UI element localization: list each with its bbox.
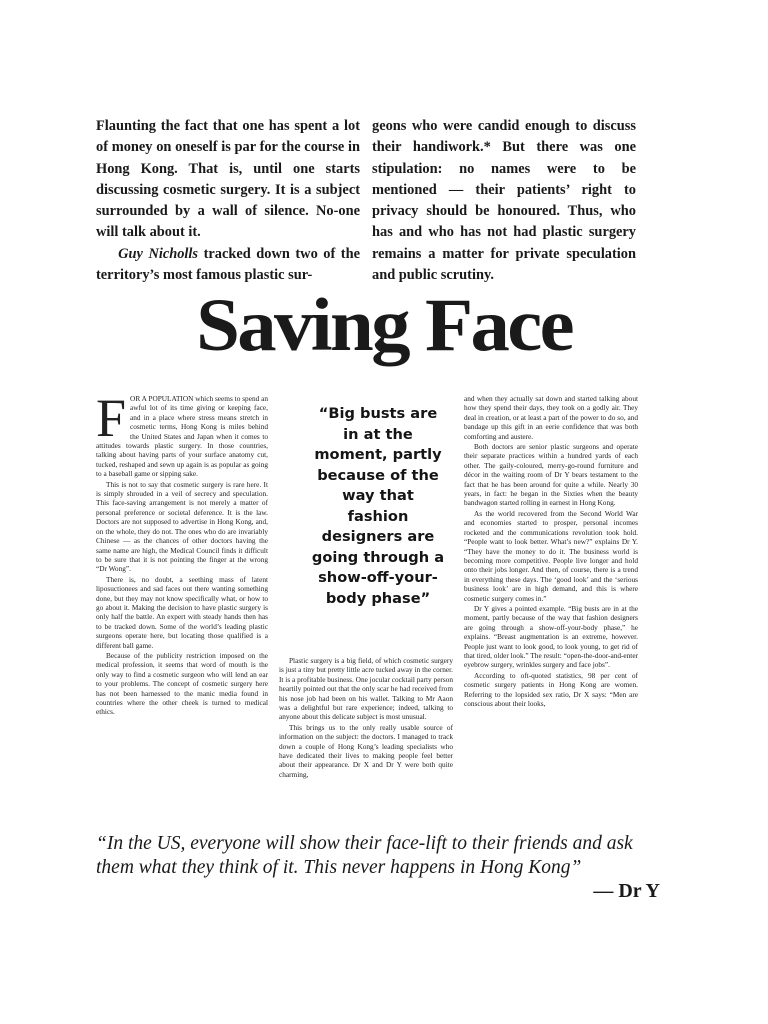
standfirst-intro: Flaunting the fact that one has spent a lot of money on oneself is par for the course in Hong Kong. That is, until one starts discussing cosmetic surgery. It is a subject surrounded by a wall of silence. No-one will talk about it. bbox=[96, 118, 360, 241]
byline-author: Guy Nicholls bbox=[118, 245, 199, 262]
body-paragraph: According to oft-quoted statistics, 98 per cent of cosmetic surgery patients in Hong Kong are women. Referring to the lopsided sex ratio, Dr X says: “Men are conscious about their looks, bbox=[464, 670, 638, 708]
body-paragraph: Dr Y gives a pointed example. “Big busts are in at the moment, partly because of the way that fashion designers are going through a show-off-your-body phase,” he explains. “Breast augmentation is an extreme, however. People just want to look good, to look young, to get rid of that tired, older look.” The result: “open-the-door-and-enter eyebrow surgery, wrinkles surgery and face jobs”. bbox=[464, 603, 638, 670]
standfirst-column-left bbox=[96, 116, 360, 286]
article-title: Saving Face bbox=[196, 284, 572, 367]
feature-quote: “In the US, everyone will show their face-lift to their friends and ask them what they think of it. This never happens in Hong Kong” bbox=[96, 833, 633, 878]
body-paragraph: As the world recovered from the Second World War and economies started to prosper, personal incomes rocketed and the communications revolution took hold. “People want to look better. What’s new?” explains Dr Y. “They have the money to do it. The business world is becoming more competitive. People live longer and hold onto their jobs longer. And then, of course, there is a trend in everything these days. The ‘good look’ and the ‘serious business look’ are in high demand, and this is where cosmetic surgery comes in.” bbox=[464, 508, 638, 603]
body-column-1 bbox=[96, 394, 268, 814]
standfirst-column-right bbox=[372, 116, 636, 286]
body-paragraph: and when they actually sat down and started talking about how they spend their days, they took on a godly air. They deal in creation, or at least a part of the power to do so, and bandage up this gift in an eerie confidence that was both comforting and austere. bbox=[464, 394, 638, 441]
quote-attribution: — Dr Y bbox=[593, 880, 660, 902]
body-paragraph: There is, no doubt, a seething mass of latent liposuctionees and sad faces out there wanting something done, but they may not know specifically what, or how to go about it. Making the decision to have plastic surgery is only half the battle. An expert with steady hands then has to be tracked down. Some of the world’s leading plastic surgeons operate here, but locating those qualified is a different ball game. bbox=[96, 574, 268, 650]
standfirst bbox=[96, 116, 636, 286]
body-paragraph: Because of the publicity restriction imposed on the medical profession, it seems that word of mouth is the only way to find a cosmetic surgeon who will lend an ear to your problems. The concept of cosmetic surgery here has not been harnessed to the manic media found in countries where the other cheek is turned to medical ethics. bbox=[96, 650, 268, 717]
standfirst-intro-cont: tracked down two of the territory’s most famous plastic sur- bbox=[96, 245, 360, 284]
standfirst-continued: geons who were candid enough to discuss their handiwork.* But there was one stipulation: no names were to be mentioned — their patients’ right to privacy should be honoured. Thus, who has and who has not had plastic surgery remains a matter for private speculation and public scrutiny. bbox=[372, 118, 636, 284]
body-paragraph: This is not to say that cosmetic surgery is rare here. It is simply shrouded in a veil of secrecy and speculation. This face-saving arrangement is not merely a matter of personal preference or societal deference. It is the law. Doctors are not supposed to advertise in Hong Kong, and, on the whole, they do not. The ones who do are invariably Chinese — as the chances of other doctors having the same name are high, the Medical Council finds it difficult to be sure that it is not pointing the finger at the wrong “Dr Wong”. bbox=[96, 479, 268, 574]
body-paragraph: This brings us to the only really usable source of information on the subject: the doctors. I managed to track down a couple of Hong Kong’s leading specialists who have dedicated their lives to making people feel better about their appearance. Dr X and Dr Y were both quite charming, bbox=[279, 722, 453, 779]
body-column-2 bbox=[279, 656, 453, 814]
drop-cap: F bbox=[96, 394, 127, 448]
body-paragraph: OR A POPULATION which seems to spend an awful lot of its time giving or keeping face, and in a place where stress means stretch in cosmetic terms, Hong Kong is miles behind the United States and Japan when it comes to attitudes towards plastic surgery. In those countries, talking about having parts of your surface anatomy cut, tucked, reshaped and sewn up again is as popular as going to a baseball game or sipping sake. bbox=[96, 394, 268, 479]
pull-quote: “Big busts are in at the moment, partly because of the way that fashion designers are going through a show-off-your-body phase” bbox=[311, 405, 445, 607]
body-paragraph: Both doctors are senior plastic surgeons and operate their separate practices within a hundred yards of each other. The gaily-coloured, merry-go-round furniture and décor in the waiting room of Dr Y bears testament to the fact that he has been around for quite a while. Nearly 30 years, in fact: he began in the Sixties when the beauty bandwagon started rolling in earnest in Hong Kong. bbox=[464, 442, 638, 508]
body-paragraph: Plastic surgery is a big field, of which cosmetic surgery is just a tiny but pretty little acre tucked away in the corner. It is a profitable business. One jocular cocktail party person heartily pointed out that the only scar he had received from his nose job had been on his wallet. Talking to Mr Aaon was a delightful but rare experience; indeed, talking to anyone about this delicate subject is most unusual. bbox=[279, 656, 453, 722]
body-column-3 bbox=[464, 394, 638, 814]
